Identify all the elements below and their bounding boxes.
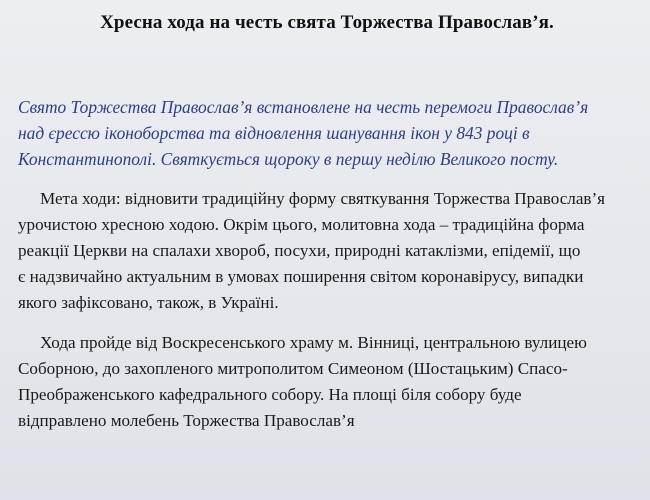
document-title: Хресна хода на честь свята Торжества Православ’я.: [100, 12, 554, 33]
route-line-3: Преображенського кафедрального собору. На площі біля собору буде: [18, 385, 522, 404]
intro-line-1: Свято Торжества Православ’я встановлене на честь перемоги Православ’я: [18, 97, 589, 117]
route-line-1: Хода пройде від Воскресенського храму м. Вінниці, центральною вулицею: [40, 333, 587, 352]
purpose-line-3: реакції Церкви на спалахи хвороб, посухи, природні катаклізми, епідемії, що: [18, 241, 581, 260]
purpose-line-2: урочистою хресною ходою. Окрім цього, молитовна хода – традиційна форма: [18, 215, 585, 234]
route-line-2: Соборною, до захопленого митрополитом Симеоном (Шостацьким) Спасо-: [18, 359, 568, 378]
route-line-4: відправлено молебень Торжества Православ’я: [18, 411, 355, 430]
route-paragraph: [18, 330, 636, 434]
intro-paragraph: [18, 94, 636, 172]
purpose-line-4: є надзвичайно актуальним в умовах поширення світом коронавірусу, випадки: [18, 267, 584, 286]
purpose-line-5: якого зафіксовано, також, в Україні.: [18, 293, 279, 312]
purpose-line-1: Мета ходи: відновити традиційну форму святкування Торжества Православ’я: [40, 189, 606, 208]
purpose-paragraph: [18, 186, 636, 316]
intro-line-3: Константинополі. Святкується щороку в першу неділю Великого посту.: [18, 149, 559, 169]
intro-line-2: над єрессю іконоборства та відновлення шанування ікон у 843 році в: [18, 123, 530, 143]
spacer: [18, 36, 636, 94]
